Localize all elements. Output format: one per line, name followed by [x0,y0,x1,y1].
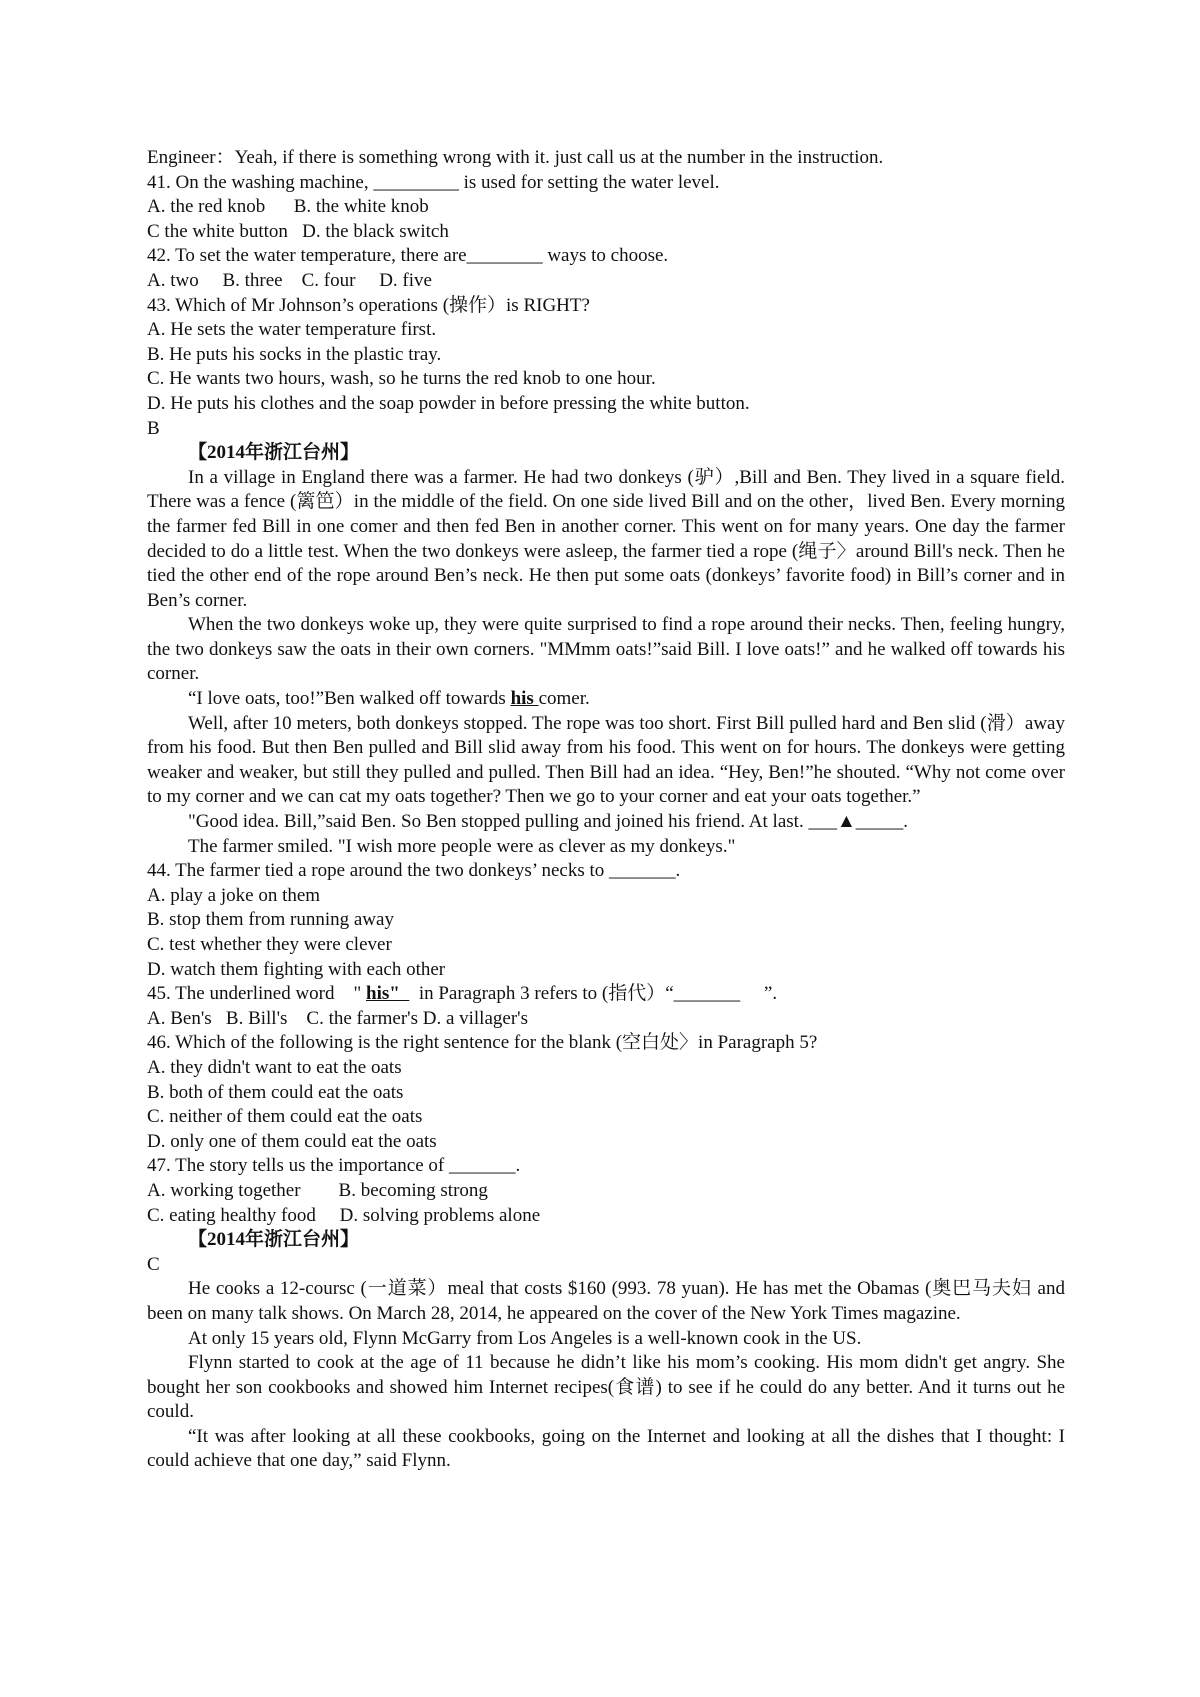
question-43: 43. Which of Mr Johnson’s operations (操作）is RIGHT? [147,294,590,316]
text-line: Engineer：Yeah, if there is something wrong with it. just call us at the number in the instruction. [147,147,884,168]
story-paragraph: In a village in England there was a farmer. He had two donkeys (驴）,Bill and Ben. They lived in a square field. There was a fence (篱笆）in the middle of the field. On one side lived Bill and on the other，lived Ben. Every morning the farmer fed Bill in one comer and then fed Ben in another corner. This went on for many years. One day the farmer decided to do a little test. When the two donkeys were asleep, the farmer tied a rope (绳子〉around Bill's neck. Then he tied the other end of the rope around Ben’s neck. He then put some oats (donkeys’ favorite food) in Bill’s corner and in Ben’s corner. [147,466,1065,611]
story-paragraph: He cooks a 12-coursc (一道菜）meal that costs $160 (993. 78 yuan). He has met the Obamas (奥巴马夫妇 and been on many talk shows. On March 28, 2014, he appeared on the cover of the New York Times magazine. [147,1278,1065,1324]
question-41: 41. On the washing machine, _________ is used for setting the water level. [147,171,720,193]
source-heading: 【2014年浙江台州】 [188,442,360,464]
text-span: “I love oats, too!”Ben walked off towards [188,688,511,710]
option-44-d: D. watch them fighting with each other [147,958,446,980]
option-44-a: A. play a joke on them [147,884,321,906]
option-44-b: B. stop them from running away [147,909,394,931]
text-span: comer. [538,688,590,710]
story-paragraph: "Good idea. Bill,”said Ben. So Ben stopped pulling and joined his friend. At last. ___▲_____. [188,811,908,833]
option-46-b: B. both of them could eat the oats [147,1081,404,1103]
story-paragraph: At only 15 years old, Flynn McGarry from Los Angeles is a well-known cook in the US. [188,1327,862,1349]
underlined-word: his" [366,983,410,1005]
option-43-d: D. He puts his clothes and the soap powder in before pressing the white button. [147,392,750,414]
section-letter-c: C [147,1253,160,1275]
text-span: 45. The underlined word " [147,983,367,1005]
source-heading: 【2014年浙江台州】 [188,1229,360,1251]
option-44-c: C. test whether they were clever [147,934,392,955]
option-46-d: D. only one of them could eat the oats [147,1130,437,1152]
option-43-b: B. He puts his socks in the plastic tray. [147,343,442,365]
story-paragraph: Well, after 10 meters, both donkeys stopped. The rope was too short. First Bill pulled hard and Ben slid (滑）away from his food. But then Ben pulled and Bill slid away from his food. This went on for hours. The donkeys were getting weaker and weaker, but still they pulled and pulled. Then Bill had an idea. “Hey, Ben!”he shouted. “Why not come over to my corner and we can cat my oats together? Then we go to your corner and eat your oats together.” [147,712,1065,808]
story-paragraph: When the two donkeys woke up, they were quite surprised to find a rope around their necks. Then, feeling hungry, the two donkeys saw the oats in their own corners. "MMmm oats!”said Bill. I love oats!” and he walked off towards his corner. [147,614,1065,685]
options-47-cd: C. eating healthy food D. solving problems alone [147,1204,541,1226]
option-43-c: C. He wants two hours, wash, so he turns the red knob to one hour. [147,368,656,390]
options-41-cd: C the white button D. the black switch [147,220,449,242]
question-47: 47. The story tells us the importance of _______. [147,1155,521,1177]
document-page [147,146,1065,1474]
options-45: A. Ben's B. Bill's C. the farmer's D. a villager's [147,1007,528,1029]
story-paragraph [147,687,1065,712]
option-43-a: A. He sets the water temperature first. [147,319,437,341]
option-46-a: A. they didn't want to eat the oats [147,1056,402,1078]
story-paragraph: “It was after looking at all these cookbooks, going on the Internet and looking at all the dishes that I thought: I could achieve that one day,” said Flynn. [147,1425,1065,1472]
underlined-word: his [510,688,539,710]
story-paragraph: Flynn started to cook at the age of 11 because he didn’t like his mom’s cooking. His mom didn't get angry. She bought her son cookbooks and showed him Internet recipes(食谱) to see if he could do any better. And it turns out he could. [147,1352,1065,1423]
options-42: A. two B. three C. four D. five [147,269,432,291]
question-44: 44. The farmer tied a rope around the two donkeys’ necks to _______. [147,860,681,882]
question-46: 46. Which of the following is the right sentence for the blank (空白处〉in Paragraph 5? [147,1032,818,1054]
question-45 [147,982,1065,1007]
question-42: 42. To set the water temperature, there are________ ways to choose. [147,245,669,267]
options-47-ab: A. working together B. becoming strong [147,1179,488,1201]
text-span: in Paragraph 3 refers to (指代）“_______ ”. [409,983,778,1005]
options-41-ab: A. the red knob B. the white knob [147,196,429,218]
option-46-c: C. neither of them could eat the oats [147,1106,423,1128]
story-paragraph: The farmer smiled. "I wish more people were as clever as my donkeys." [188,835,736,857]
section-letter-b: B [147,417,160,439]
